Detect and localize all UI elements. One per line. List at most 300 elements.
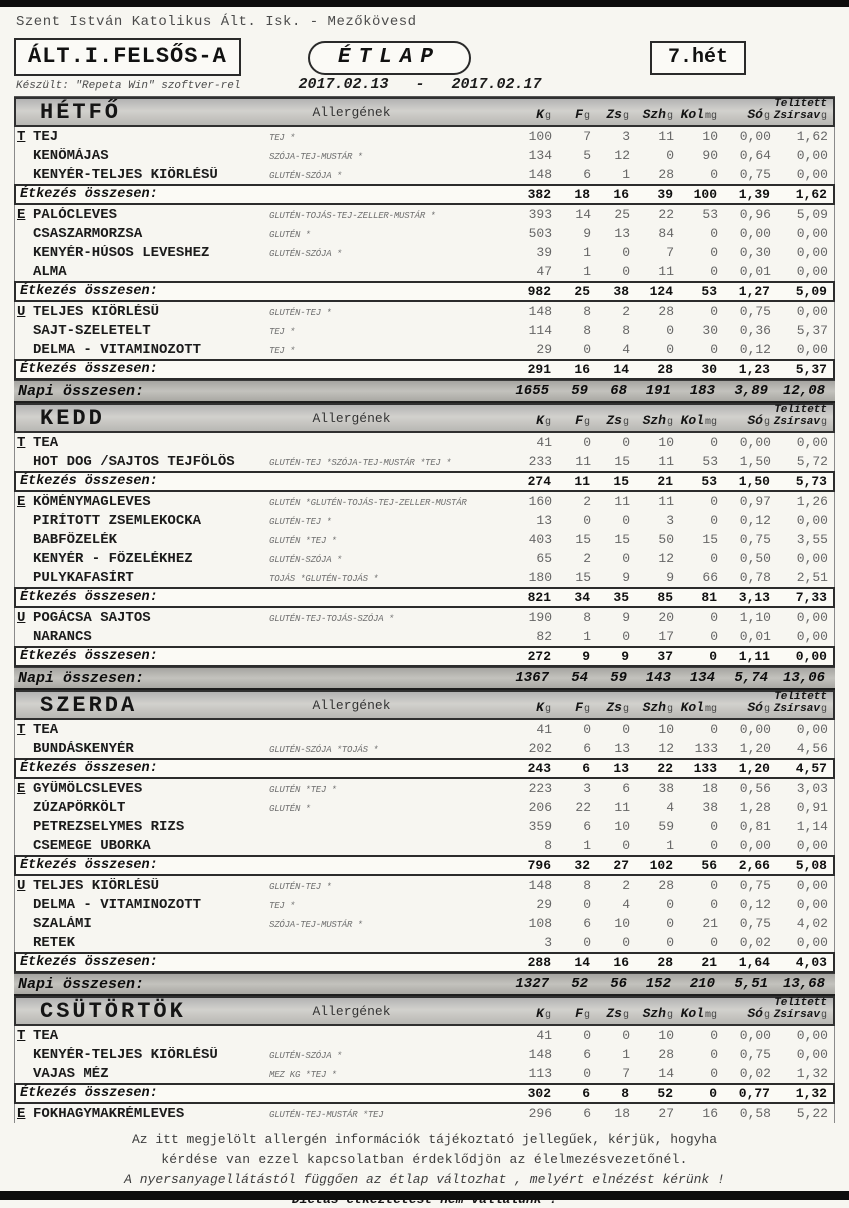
footer-line: kérdése van ezzel kapcsolatban érdeklődjön az élelmezésvezetőnél.	[161, 1152, 688, 1167]
column-header-k: K g	[536, 1006, 551, 1021]
meal-marker: T	[17, 721, 26, 738]
meal-marker: U	[17, 303, 26, 320]
nutrient-value: 133	[694, 741, 718, 756]
dish-name: BABFŐZELÉK	[33, 531, 118, 548]
nutrient-value: 0,97	[739, 494, 771, 509]
nutrient-value: 0,00	[739, 226, 771, 241]
day-total-value: 5,51	[734, 976, 768, 992]
dish-allergens: GLUTÉN-TEJ *SZÓJA-TEJ-MUSTÁR *TEJ *	[269, 457, 452, 468]
meal-total-value: 27	[613, 858, 629, 873]
meal-total-value: 14	[613, 362, 629, 377]
day-total-value: 3,89	[734, 383, 768, 399]
nutrient-value: 0,02	[739, 935, 771, 950]
dish-name: KÖMÉNYMAGLEVES	[33, 493, 151, 510]
meal-total-value: 1,27	[738, 284, 770, 299]
meal-total-value: 16	[613, 955, 629, 970]
meal-total-row	[14, 359, 835, 380]
page-header	[0, 0, 849, 96]
nutrient-value: 296	[528, 1106, 552, 1121]
nutrient-value: 0,00	[796, 167, 828, 182]
meal-total-value: 81	[701, 590, 717, 605]
nutrient-value: 0	[583, 722, 591, 737]
nutrient-value: 0	[710, 878, 718, 893]
day-total-label: Napi összesen:	[18, 382, 145, 400]
column-header-zs: Zs g	[606, 413, 629, 428]
nutrient-value: 503	[528, 226, 552, 241]
menu-row	[14, 321, 835, 340]
meal-total-label: Étkezés összesen:	[20, 187, 158, 202]
nutrient-value: 0	[583, 513, 591, 528]
class-name-box: ÁLT.I.FELSŐS-A	[14, 38, 241, 76]
menu-table	[14, 96, 835, 1123]
footer-line: A nyersanyagellátástól függően az étlap változhat , melyért elnézést kérünk !	[124, 1172, 725, 1187]
dish-allergens	[269, 729, 478, 731]
nutrient-value: 0	[622, 513, 630, 528]
nutrient-value: 0	[710, 935, 718, 950]
menu-row	[14, 302, 835, 321]
nutrient-value: 65	[536, 551, 552, 566]
nutrient-value: 0,00	[796, 629, 828, 644]
nutrient-value: 0	[710, 819, 718, 834]
nutrient-value: 14	[575, 207, 591, 222]
meal-total-row	[14, 646, 835, 667]
menu-row	[14, 876, 835, 895]
nutrient-value: 3,55	[796, 532, 828, 547]
column-header-szh: Szh g	[642, 107, 673, 122]
dish-allergens: GLUTÉN-TOJÁS-TEJ-ZELLER-MUSTÁR *	[269, 210, 436, 221]
nutrient-value: 41	[536, 1028, 552, 1043]
nutrient-value: 0	[622, 435, 630, 450]
menu-row	[14, 895, 835, 914]
nutrient-value: 0,00	[796, 1047, 828, 1062]
menu-row	[14, 511, 835, 530]
nutrient-value: 0	[666, 935, 674, 950]
nutrient-value: 10	[658, 722, 674, 737]
nutrient-value: 134	[528, 148, 552, 163]
meal-total-value: 30	[701, 362, 717, 377]
column-header-kol: Kol mg	[680, 1006, 717, 1021]
meal-total-value: 0,77	[738, 1086, 770, 1101]
dish-allergens: TEJ *	[269, 345, 296, 356]
column-header-k: K g	[536, 413, 551, 428]
nutrient-value: 180	[528, 570, 552, 585]
dish-allergens: GLUTÉN *GLUTÉN-TOJÁS-TEJ-ZELLER-MUSTÁR	[269, 497, 467, 508]
nutrient-value: 4,02	[796, 916, 828, 931]
dish-allergens: TEJ *	[269, 132, 296, 143]
allergens-column-header: Allergének	[312, 410, 391, 426]
dish-allergens: GLUTÉN-SZÓJA *	[269, 1050, 342, 1061]
nutrient-value: 233	[528, 454, 552, 469]
dish-allergens: GLUTÉN-TEJ-MUSTÁR *TEJ	[269, 1109, 384, 1120]
nutrient-column-headers	[477, 405, 833, 431]
meal-total-value: 34	[574, 590, 590, 605]
menu-row	[14, 1026, 835, 1045]
nutrient-value: 1	[622, 1047, 630, 1062]
dish-allergens: GLUTÉN-SZÓJA *TOJÁS *	[269, 744, 379, 755]
nutrient-value: 0	[622, 245, 630, 260]
column-header-zs: Zs g	[606, 107, 629, 122]
nutrient-value: 0,00	[796, 1028, 828, 1043]
dish-name: CSASZARMORZSA	[33, 225, 143, 242]
dish-allergens: TEJ *	[269, 900, 296, 911]
column-header-zs: Zs g	[606, 1006, 629, 1021]
nutrient-value: 0	[583, 1066, 591, 1081]
meal-marker: U	[17, 877, 26, 894]
nutrient-value: 0	[710, 1047, 718, 1062]
meal-total-value: 39	[657, 187, 673, 202]
meal-total-value: 288	[527, 955, 551, 970]
nutrient-value: 0,00	[796, 148, 828, 163]
nutrient-value: 6	[583, 167, 591, 182]
nutrient-value: 1,10	[739, 610, 771, 625]
menu-row	[14, 340, 835, 359]
nutrient-value: 28	[658, 167, 674, 182]
nutrient-value: 0,01	[739, 264, 771, 279]
dish-name: POGÁCSA SAJTOS	[33, 609, 151, 626]
nutrient-value: 190	[528, 610, 552, 625]
meal-total-value: 1,23	[738, 362, 770, 377]
day-total-value: 1367	[515, 670, 549, 686]
nutrient-value: 0,00	[739, 435, 771, 450]
day-total-value: 5,74	[734, 670, 768, 686]
meal-total-value: 1,20	[738, 761, 770, 776]
document-title: ÉTLAP	[308, 41, 471, 75]
meal-total-value: 5,08	[795, 858, 827, 873]
menu-row	[14, 568, 835, 587]
meal-total-value: 56	[701, 858, 717, 873]
meal-total-value: 9	[582, 649, 590, 664]
menu-row	[14, 779, 835, 798]
dish-allergens: TEJ *	[269, 326, 296, 337]
meal-total-value: 100	[693, 187, 717, 202]
meal-total-value: 1,11	[738, 649, 770, 664]
meal-total-label: Étkezés összesen:	[20, 761, 158, 776]
nutrient-value: 10	[614, 916, 630, 931]
nutrient-value: 0	[622, 838, 630, 853]
dish-allergens: GLUTÉN-SZÓJA *	[269, 248, 342, 259]
nutrient-value: 4	[666, 800, 674, 815]
nutrient-value: 15	[575, 570, 591, 585]
menu-row	[14, 146, 835, 165]
dish-allergens: GLUTÉN *	[269, 229, 311, 240]
nutrient-value: 0,00	[796, 226, 828, 241]
meal-total-value: 22	[657, 761, 673, 776]
column-header-so: Só g	[747, 700, 770, 715]
meal-total-row	[14, 281, 835, 302]
nutrient-value: 1,28	[739, 800, 771, 815]
dish-name: ZÚZAPÖRKÖLT	[33, 799, 126, 816]
nutrient-value: 5,22	[796, 1106, 828, 1121]
nutrient-value: 0,36	[739, 323, 771, 338]
menu-row	[14, 1045, 835, 1064]
nutrient-value: 0,00	[796, 551, 828, 566]
menu-row	[14, 205, 835, 224]
nutrient-value: 206	[528, 800, 552, 815]
nutrient-value: 8	[583, 323, 591, 338]
nutrient-value: 148	[528, 878, 552, 893]
day-name: KEDD	[40, 405, 105, 431]
nutrient-value: 0,00	[796, 722, 828, 737]
dish-name: KENYÉR - FŐZELÉKHEZ	[33, 550, 193, 567]
nutrient-value: 0	[710, 245, 718, 260]
nutrient-value: 84	[658, 226, 674, 241]
meal-total-value: 0,00	[795, 649, 827, 664]
menu-row	[14, 720, 835, 739]
dish-allergens	[269, 826, 478, 828]
nutrient-value: 0	[583, 897, 591, 912]
meal-total-value: 52	[657, 1086, 673, 1101]
nutrient-value: 0,00	[796, 264, 828, 279]
nutrient-value: 5,09	[796, 207, 828, 222]
meal-total-row	[14, 758, 835, 779]
nutrient-value: 0,00	[739, 1028, 771, 1043]
nutrient-value: 1	[622, 167, 630, 182]
nutrient-value: 0,75	[739, 1047, 771, 1062]
menu-row	[14, 549, 835, 568]
nutrient-value: 6	[583, 1047, 591, 1062]
nutrient-value: 15	[614, 454, 630, 469]
nutrient-value: 0,02	[739, 1066, 771, 1081]
nutrient-value: 0,50	[739, 551, 771, 566]
nutrient-value: 8	[622, 323, 630, 338]
meal-total-label: Étkezés összesen:	[20, 955, 158, 970]
nutrient-value: 10	[658, 1028, 674, 1043]
nutrient-column-headers	[477, 692, 833, 718]
column-header-zs: Zs g	[606, 700, 629, 715]
day-section	[14, 996, 835, 1123]
meal-total-value: 16	[613, 187, 629, 202]
nutrient-value: 0	[666, 897, 674, 912]
column-header-k: K g	[536, 107, 551, 122]
meal-total-value: 5,37	[795, 362, 827, 377]
nutrient-value: 0,00	[739, 838, 771, 853]
nutrient-value: 0,75	[739, 167, 771, 182]
meal-total-value: 11	[574, 474, 590, 489]
dish-allergens	[269, 1035, 478, 1037]
day-total-row	[14, 667, 835, 690]
nutrient-value: 66	[702, 570, 718, 585]
column-header-kol: Kol mg	[680, 107, 717, 122]
nutrient-value: 0	[583, 342, 591, 357]
day-total-value: 54	[571, 670, 588, 686]
menu-row	[14, 530, 835, 549]
column-header-kol: Kol mg	[680, 413, 717, 428]
nutrient-value: 9	[622, 570, 630, 585]
dish-name: DELMA - VITAMINOZOTT	[33, 341, 202, 358]
nutrient-value: 2	[583, 551, 591, 566]
nutrient-value: 0,91	[796, 800, 828, 815]
meal-total-value: 243	[527, 761, 551, 776]
meal-total-value: 38	[613, 284, 629, 299]
dish-allergens	[269, 942, 478, 944]
nutrient-value: 0,56	[739, 781, 771, 796]
meal-marker: E	[17, 493, 26, 510]
meal-total-value: 4,57	[795, 761, 827, 776]
dish-allergens	[269, 271, 478, 273]
nutrient-value: 53	[702, 207, 718, 222]
nutrient-value: 0	[666, 148, 674, 163]
day-total-value: 143	[645, 670, 671, 686]
day-total-value: 12,08	[782, 383, 825, 399]
day-header	[14, 403, 835, 433]
dish-allergens: GLUTÉN *TEJ *	[269, 784, 337, 795]
nutrient-value: 0	[622, 629, 630, 644]
nutrient-value: 90	[702, 148, 718, 163]
nutrient-value: 21	[702, 916, 718, 931]
nutrient-value: 0	[710, 494, 718, 509]
dish-name: VAJAS MÉZ	[33, 1065, 109, 1082]
nutrient-value: 223	[528, 781, 552, 796]
dish-allergens: SZÓJA-TEJ-MUSTÁR *	[269, 151, 363, 162]
dish-allergens	[269, 845, 478, 847]
nutrient-value: 0,12	[739, 897, 771, 912]
nutrient-column-headers	[477, 99, 833, 125]
meal-total-value: 6	[582, 761, 590, 776]
nutrient-value: 0,30	[739, 245, 771, 260]
meal-marker: T	[17, 434, 26, 451]
nutrient-value: 1,32	[796, 1066, 828, 1081]
day-total-row	[14, 973, 835, 996]
dish-allergens	[269, 636, 478, 638]
nutrient-value: 0	[710, 551, 718, 566]
nutrient-value: 0	[710, 1028, 718, 1043]
meal-total-value: 1,32	[795, 1086, 827, 1101]
nutrient-value: 0,81	[739, 819, 771, 834]
nutrient-value: 1,20	[739, 741, 771, 756]
nutrient-value: 6	[583, 916, 591, 931]
meal-total-value: 15	[613, 474, 629, 489]
nutrient-value: 18	[702, 781, 718, 796]
column-header-telitett-zsirsav: Telített Zsírsav g	[773, 98, 827, 122]
nutrient-value: 11	[614, 800, 630, 815]
nutrient-value: 0,96	[739, 207, 771, 222]
nutrient-value: 4	[622, 342, 630, 357]
dish-name: KENYÉR-HÚSOS LEVESHEZ	[33, 244, 210, 261]
dish-allergens: GLUTÉN *	[269, 803, 311, 814]
nutrient-value: 1,50	[739, 454, 771, 469]
nutrient-value: 13	[614, 741, 630, 756]
meal-total-value: 133	[693, 761, 717, 776]
meal-total-row	[14, 184, 835, 205]
nutrient-value: 50	[658, 532, 674, 547]
nutrient-value: 8	[583, 610, 591, 625]
meal-total-value: 16	[574, 362, 590, 377]
nutrient-value: 202	[528, 741, 552, 756]
meal-total-value: 18	[574, 187, 590, 202]
menu-row	[14, 433, 835, 452]
day-total-value: 191	[645, 383, 671, 399]
dish-name: TEJ	[33, 128, 59, 145]
dish-name: KENYÉR-TELJES KIÖRLÉSŰ	[33, 1046, 218, 1063]
meal-total-value: 0	[709, 649, 717, 664]
dish-name: SZALÁMI	[33, 915, 92, 932]
nutrient-value: 30	[702, 323, 718, 338]
menu-row	[14, 165, 835, 184]
week-badge: 7.hét	[650, 41, 746, 75]
meal-total-value: 32	[574, 858, 590, 873]
menu-row	[14, 739, 835, 758]
nutrient-value: 0	[710, 226, 718, 241]
nutrient-value: 18	[614, 1106, 630, 1121]
nutrient-value: 0	[622, 551, 630, 566]
dish-name: CSEMEGE UBORKA	[33, 837, 151, 854]
dish-name: TELJES KIÖRLÉSŰ	[33, 877, 160, 894]
dish-name: NARANCS	[33, 628, 92, 645]
nutrient-value: 2	[622, 878, 630, 893]
menu-row	[14, 127, 835, 146]
day-section	[14, 690, 835, 996]
nutrient-value: 12	[658, 551, 674, 566]
meal-total-value: 274	[527, 474, 551, 489]
meal-total-value: 1,64	[738, 955, 770, 970]
day-total-value: 152	[645, 976, 671, 992]
day-total-value: 210	[689, 976, 715, 992]
nutrient-value: 15	[702, 532, 718, 547]
nutrient-value: 148	[528, 304, 552, 319]
day-total-label: Napi összesen:	[18, 669, 145, 687]
nutrient-value: 0	[710, 264, 718, 279]
meal-total-value: 3,13	[738, 590, 770, 605]
nutrient-value: 0,01	[739, 629, 771, 644]
meal-total-label: Étkezés összesen:	[20, 362, 158, 377]
nutrient-value: 10	[658, 435, 674, 450]
nutrient-value: 0,00	[796, 342, 828, 357]
column-header-szh: Szh g	[642, 700, 673, 715]
meal-total-value: 21	[701, 955, 717, 970]
nutrient-value: 359	[528, 819, 552, 834]
meal-total-value: 53	[701, 284, 717, 299]
nutrient-value: 28	[658, 1047, 674, 1062]
dish-allergens: GLUTÉN-SZÓJA *	[269, 170, 342, 181]
column-header-f: F g	[575, 1006, 590, 1021]
nutrient-value: 22	[575, 800, 591, 815]
nutrient-value: 6	[583, 819, 591, 834]
meal-total-value: 28	[657, 955, 673, 970]
school-name: Szent István Katolikus Ált. Isk. - Mezőkövesd	[16, 14, 417, 30]
nutrient-value: 41	[536, 435, 552, 450]
dish-name: GYÜMÖLCSLEVES	[33, 780, 143, 797]
meal-total-label: Étkezés összesen:	[20, 858, 158, 873]
column-header-telitett-zsirsav: Telített Zsírsav g	[773, 404, 827, 428]
allergens-column-header: Allergének	[312, 1003, 391, 1019]
nutrient-value: 7	[666, 245, 674, 260]
meal-total-label: Étkezés összesen:	[20, 284, 158, 299]
dish-name: TEA	[33, 1027, 59, 1044]
meal-total-value: 1,50	[738, 474, 770, 489]
dish-allergens: GLUTÉN-TEJ-TOJÁS-SZÓJA *	[269, 613, 394, 624]
nutrient-value: 1	[583, 245, 591, 260]
day-total-value: 13,06	[782, 670, 825, 686]
meal-total-value: 124	[649, 284, 673, 299]
nutrient-value: 0	[710, 722, 718, 737]
meal-total-label: Étkezés összesen:	[20, 1086, 158, 1101]
column-header-so: Só g	[747, 413, 770, 428]
nutrient-value: 16	[702, 1106, 718, 1121]
column-header-k: K g	[536, 700, 551, 715]
meal-marker: E	[17, 206, 26, 223]
nutrient-value: 47	[536, 264, 552, 279]
nutrient-value: 14	[658, 1066, 674, 1081]
dish-name: PIRÍTOTT ZSEMLEKOCKA	[33, 512, 202, 529]
meal-marker: U	[17, 609, 26, 626]
nutrient-value: 0	[622, 264, 630, 279]
meal-total-value: 382	[527, 187, 551, 202]
column-header-szh: Szh g	[642, 1006, 673, 1021]
made-with-note: Készült: "Repeta Win" szoftver-rel	[16, 80, 241, 92]
dish-allergens: GLUTÉN-TEJ *	[269, 516, 332, 527]
column-header-so: Só g	[747, 1006, 770, 1021]
nutrient-value: 1	[666, 838, 674, 853]
